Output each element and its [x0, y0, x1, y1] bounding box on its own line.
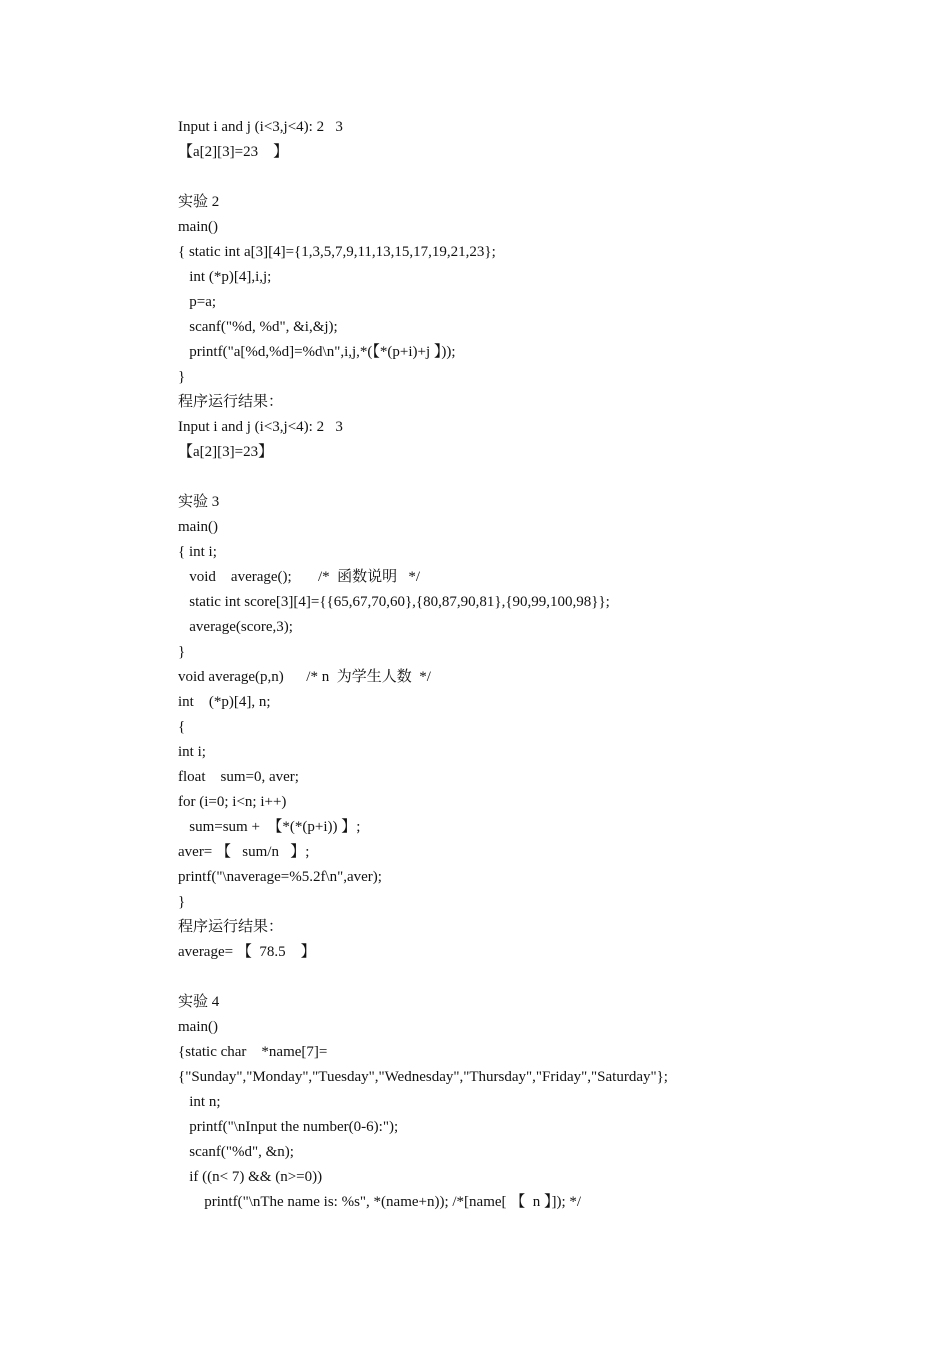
code-line: { int i; [178, 544, 217, 560]
code-line: } [178, 644, 186, 660]
code-line: scanf("%d", &n); [178, 1144, 294, 1160]
blank-line [178, 965, 898, 990]
code-line: printf("a[%d,%d]=%d\n",i,j,*(【*(p+i)+j 】)); [178, 344, 456, 360]
code-line: int n; [178, 1094, 221, 1110]
code-line: average(score,3); [178, 619, 293, 635]
result-heading: 程序运行结果： [178, 394, 284, 410]
code-line: } [178, 369, 186, 385]
code-line: } [178, 894, 186, 910]
code-line: int (*p)[4],i,j; [178, 269, 272, 285]
code-line: for (i=0; i<n; i++) [178, 794, 287, 810]
section-heading: 实验 3 [178, 494, 220, 510]
code-line: printf("\nThe name is: %s", *(name+n)); /*[name[ 【 n 】]); */ [178, 1194, 582, 1210]
code-line: printf("\naverage=%5.2f\n",aver); [178, 869, 382, 885]
code-line: static int score[3][4]={{65,67,70,60},{80,87,90,81},{90,99,100,98}}; [178, 594, 610, 610]
text-line: 【a[2][3]=23】 [178, 444, 274, 460]
code-line: main() [178, 519, 218, 535]
code-line: sum=sum + 【*(*(p+i)) 】; [178, 819, 361, 835]
code-line: {"Sunday","Monday","Tuesday","Wednesday","Thursday","Friday","Saturday"}; [178, 1069, 668, 1085]
section-heading: 实验 2 [178, 194, 220, 210]
blank-line [178, 465, 898, 490]
code-line: main() [178, 1019, 218, 1035]
code-line: main() [178, 219, 218, 235]
code-line: if ((n< 7) && (n>=0)) [178, 1169, 323, 1185]
section-heading: 实验 4 [178, 994, 220, 1010]
code-listing [178, 115, 898, 1215]
code-line: { static int a[3][4]={1,3,5,7,9,11,13,15,17,19,21,23}; [178, 244, 496, 260]
code-line: aver= 【 sum/n 】; [178, 844, 310, 860]
code-line: printf("\nInput the number(0-6):"); [178, 1119, 399, 1135]
result-heading: 程序运行结果： [178, 919, 284, 935]
code-line: scanf("%d, %d", &i,&j); [178, 319, 338, 335]
text-line: Input i and j (i<3,j<4): 2 3 [178, 119, 343, 135]
text-line: average= 【 78.5 】 [178, 944, 316, 960]
code-line: {static char *name[7]= [178, 1044, 328, 1060]
blank-line [178, 165, 898, 190]
code-line: int (*p)[4], n; [178, 694, 271, 710]
code-line: void average(p,n) /* n 为学生人数 */ [178, 669, 431, 685]
code-line: float sum=0, aver; [178, 769, 299, 785]
code-line: int i; [178, 744, 206, 760]
code-line: void average(); /* 函数说明 */ [178, 569, 421, 585]
code-line: { [178, 719, 186, 735]
text-line: Input i and j (i<3,j<4): 2 3 [178, 419, 343, 435]
code-line: p=a; [178, 294, 217, 310]
text-line: 【a[2][3]=23 】 [178, 144, 289, 160]
